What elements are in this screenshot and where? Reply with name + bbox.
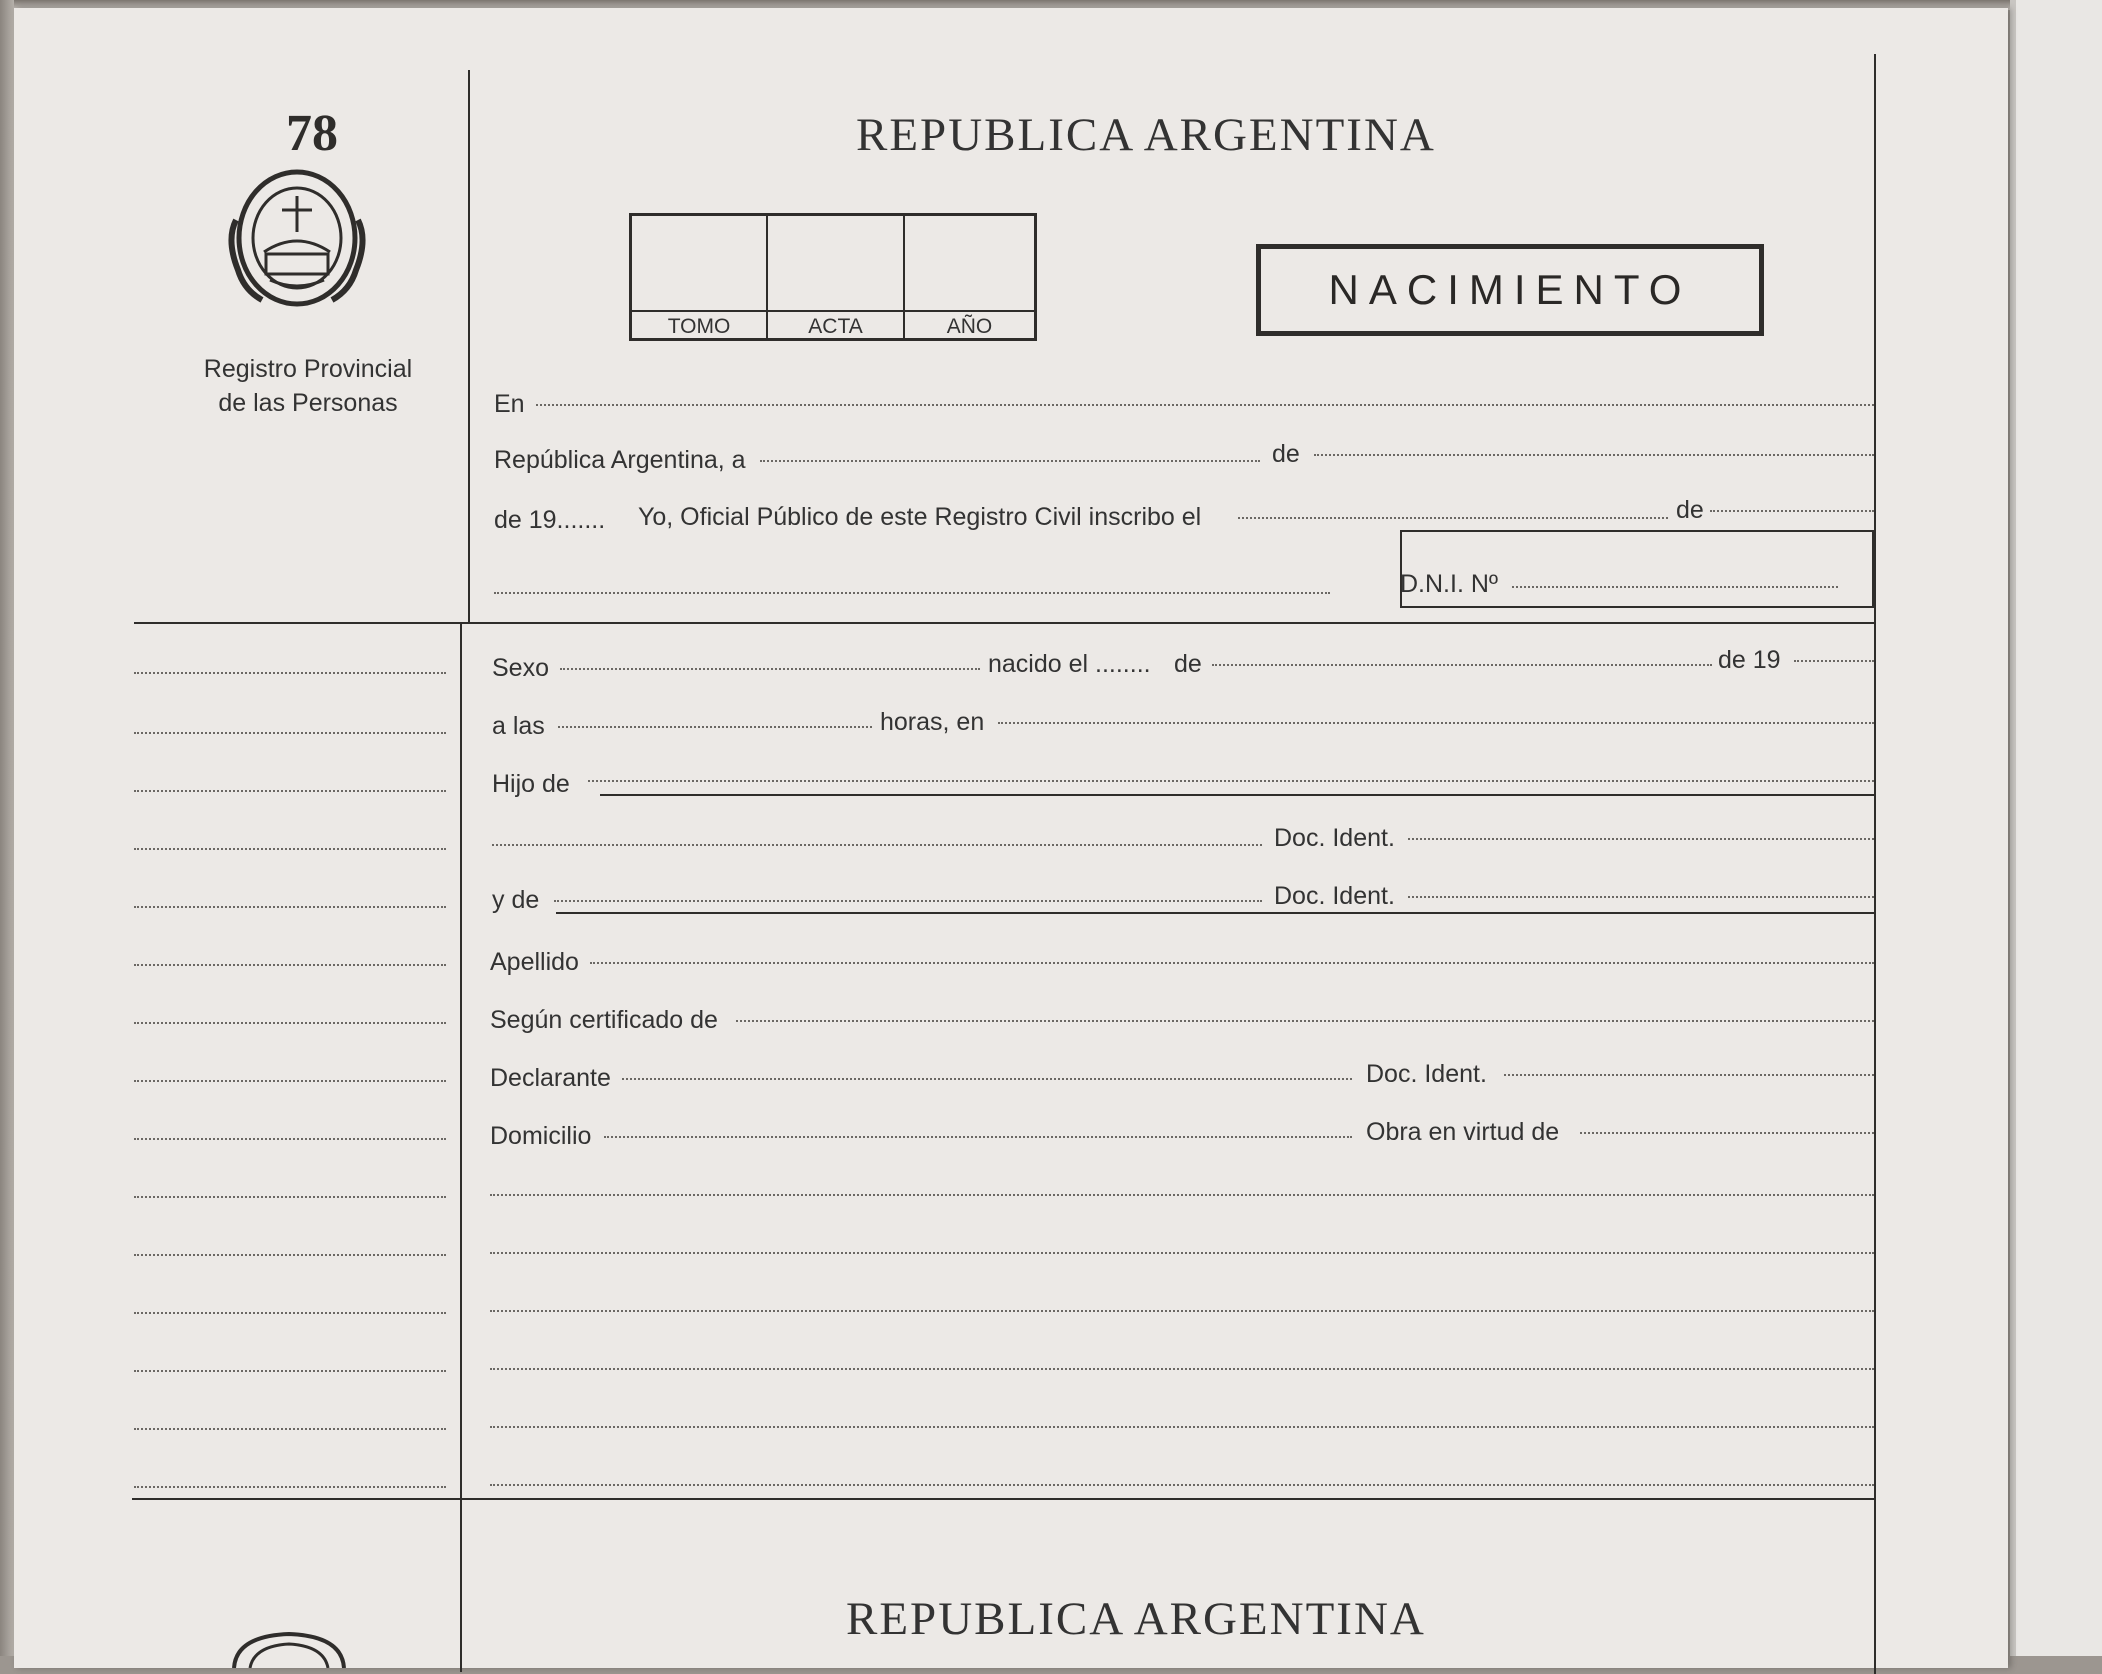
de-field[interactable] xyxy=(1710,510,1874,512)
margin-line[interactable] xyxy=(134,1428,446,1430)
birth-certificate-page xyxy=(14,8,2008,1668)
margin-line[interactable] xyxy=(134,1080,446,1082)
a-las-label: a las xyxy=(492,712,545,740)
margin-line[interactable] xyxy=(134,1254,446,1256)
book-spine xyxy=(0,0,14,1656)
domicilio-label: Domicilio xyxy=(490,1122,592,1150)
y-de-label: y de xyxy=(492,886,540,914)
section-divider-2 xyxy=(132,1498,1876,1500)
month-field[interactable] xyxy=(1314,454,1874,456)
section-divider-1 xyxy=(134,622,1876,624)
registry-line-2: de las Personas xyxy=(218,389,398,417)
rep-arg-label: República Argentina, a xyxy=(494,446,746,474)
apellido-field[interactable] xyxy=(590,962,1874,964)
sidebar-divider-top xyxy=(468,70,470,622)
obra-label: Obra en virtud de xyxy=(1366,1118,1560,1146)
margin-line[interactable] xyxy=(134,848,446,850)
name-field[interactable] xyxy=(494,592,1330,594)
note-line[interactable] xyxy=(490,1194,1874,1196)
doc-ident-label: Doc. Ident. xyxy=(1274,882,1395,910)
doc-ident-label: Doc. Ident. xyxy=(1366,1060,1487,1088)
page-title: REPUBLICA ARGENTINA xyxy=(856,109,1436,161)
note-line[interactable] xyxy=(490,1484,1874,1486)
domicilio-field[interactable] xyxy=(604,1136,1352,1138)
record-type-label: NACIMIENTO xyxy=(1328,266,1692,313)
father-name-cont-field[interactable] xyxy=(492,844,1262,846)
hour-field[interactable] xyxy=(558,726,872,728)
de-19-label: de 19 xyxy=(1718,646,1781,674)
nacido-label: nacido el ........ xyxy=(988,650,1151,678)
place-field[interactable] xyxy=(998,722,1874,724)
doc-ident-label: Doc. Ident. xyxy=(1274,824,1395,852)
father-underline xyxy=(600,794,1874,796)
margin-line[interactable] xyxy=(134,1370,446,1372)
provincial-seal-icon xyxy=(224,1628,354,1668)
registry-name xyxy=(164,352,452,420)
margin-line[interactable] xyxy=(134,672,446,674)
sexo-label: Sexo xyxy=(492,654,549,682)
segun-label: Según certificado de xyxy=(490,1006,718,1034)
right-border xyxy=(1874,54,1876,1674)
margin-line[interactable] xyxy=(134,1022,446,1024)
dni-field[interactable] xyxy=(1512,586,1838,588)
sexo-field[interactable] xyxy=(560,668,980,670)
horas-en-label: horas, en xyxy=(880,708,985,736)
tomo-label: TOMO xyxy=(667,315,731,338)
certificado-field[interactable] xyxy=(736,1020,1874,1022)
acta-label: ACTA xyxy=(808,315,863,338)
obra-field[interactable] xyxy=(1580,1132,1874,1134)
next-record-title: REPUBLICA ARGENTINA xyxy=(846,1593,1426,1645)
margin-line[interactable] xyxy=(134,1486,446,1488)
note-line[interactable] xyxy=(490,1310,1874,1312)
mother-underline xyxy=(556,912,1874,914)
birth-month-field[interactable] xyxy=(1212,664,1712,666)
declarante-doc-field[interactable] xyxy=(1504,1074,1874,1076)
ano-label: AÑO xyxy=(946,315,993,338)
de-label: de xyxy=(1676,496,1704,524)
dni-label: D.N.I. Nº xyxy=(1400,570,1499,598)
provincial-seal-icon xyxy=(222,160,372,316)
margin-line[interactable] xyxy=(134,1196,446,1198)
en-label: En xyxy=(494,390,525,418)
year-prefix-label: de 19....... xyxy=(494,506,606,534)
note-line[interactable] xyxy=(490,1426,1874,1428)
registry-line-1: Registro Provincial xyxy=(203,355,413,383)
adjacent-page-edge xyxy=(2010,0,2102,1656)
margin-line[interactable] xyxy=(134,906,446,908)
de-label: de xyxy=(1272,440,1300,468)
father-doc-field[interactable] xyxy=(1408,838,1874,840)
mother-field[interactable] xyxy=(554,900,1262,902)
de-label: de xyxy=(1174,650,1202,678)
margin-line[interactable] xyxy=(134,1312,446,1314)
sidebar-divider-bottom xyxy=(460,622,462,1672)
en-field[interactable] xyxy=(536,404,1874,406)
birth-year-field[interactable] xyxy=(1794,660,1874,662)
box-caption-rule xyxy=(632,310,1034,312)
margin-line[interactable] xyxy=(134,964,446,966)
note-line[interactable] xyxy=(490,1368,1874,1370)
father-field[interactable] xyxy=(588,780,1874,782)
hijo-de-label: Hijo de xyxy=(492,770,570,798)
day-field[interactable] xyxy=(760,460,1260,462)
mother-doc-field[interactable] xyxy=(1408,896,1874,898)
apellido-label: Apellido xyxy=(490,948,579,976)
record-type-box xyxy=(1256,244,1764,336)
inscribo-field[interactable] xyxy=(1238,517,1668,519)
record-reference-box xyxy=(629,213,1037,341)
margin-line[interactable] xyxy=(134,732,446,734)
oficial-label: Yo, Oficial Público de este Registro Civil inscribo el xyxy=(638,503,1202,531)
margin-line[interactable] xyxy=(134,1138,446,1140)
declarante-field[interactable] xyxy=(622,1078,1352,1080)
margin-line[interactable] xyxy=(134,790,446,792)
declarante-label: Declarante xyxy=(490,1064,611,1092)
page-number: 78 xyxy=(286,105,338,162)
note-line[interactable] xyxy=(490,1252,1874,1254)
